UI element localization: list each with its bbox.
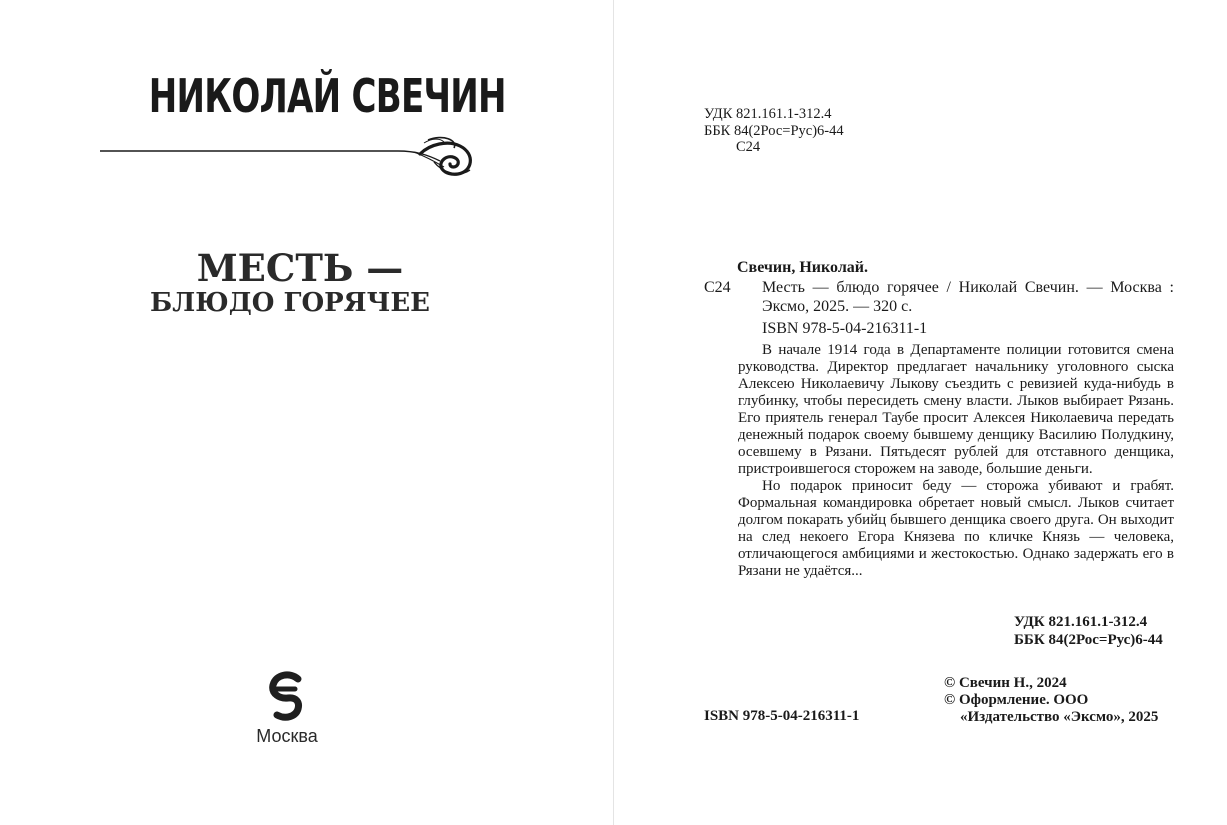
copyright-publisher: «Издательство «Эксмо», 2025 (960, 709, 1159, 725)
bbk-code: ББК 84(2Рос=Рус)6-44 (704, 122, 844, 139)
eksmo-logo-icon (268, 670, 306, 722)
annotation-paragraph-2: Но подарок приносит беду — сторожа убивают и грабят. Формальная командировка обретает новый смысл. Лыков считает долгом покарать убийц бывшего денщика своего друга. Он выходит на след некоего Егора Князева по кличке Князь — человека, отличающегося амбициями и жестокостью. Однако задержать его в Рязани не удаётся... (738, 478, 1174, 579)
copyright-author: © Свечин Н., 2024 (944, 675, 1067, 691)
book-title-line-1: МЕСТЬ — (196, 246, 404, 290)
bib-description: Месть — блюдо горячее / Николай Свечин. — Москва : Эксмо, 2025. — 320 с. (762, 278, 1174, 315)
udk-code: УДК 821.161.1-312.4 (704, 106, 832, 122)
bib-description-row (704, 278, 1174, 317)
classification-footer (1014, 613, 1163, 649)
bibliographic-record (704, 258, 1174, 338)
copyright-block (944, 675, 1158, 726)
book-title-line-2: БЛЮДО ГОРЯЧЕЕ (150, 288, 430, 318)
isbn-footer: ISBN 978-5-04-216311-1 (704, 708, 860, 724)
title-page (0, 0, 613, 825)
bib-mark: С24 (704, 278, 731, 296)
classification-header (704, 106, 844, 156)
bib-author: Свечин, Николай. (737, 259, 869, 276)
author-mark: С24 (736, 139, 761, 155)
class-bbk: ББК 84(2Рос=Рус)6-44 (1014, 632, 1163, 648)
imprint-page (614, 0, 1227, 825)
class-udk: УДК 821.161.1-312.4 (1014, 614, 1148, 630)
annotation (738, 342, 1174, 580)
bib-isbn: ISBN 978-5-04-216311-1 (762, 319, 928, 337)
author-name: НИКОЛАЙ СВЕЧИН (148, 69, 506, 123)
annotation-paragraph-1: В начале 1914 года в Департаменте полиции готовится смена руководства. Директор предлагает начальнику уголовного сыска Алексею Николаевичу Лыкову съездить с ревизией куда-нибудь в глубинку, чтобы пересидеть смену власти. Лыков выбирает Рязань. Его приятель генерал Таубе просит Алексея Николаевича передать денежный подарок своему бывшему денщику Василию Полудкину, осевшему в Рязани. Пятьдесят рублей для отставного денщика, пристроившегося сторожем на заводе, большие деньги. (738, 342, 1174, 477)
publisher-city: Москва (256, 726, 318, 746)
flourish-ornament-icon (98, 130, 478, 182)
copyright-design: © Оформление. ООО (944, 692, 1089, 708)
